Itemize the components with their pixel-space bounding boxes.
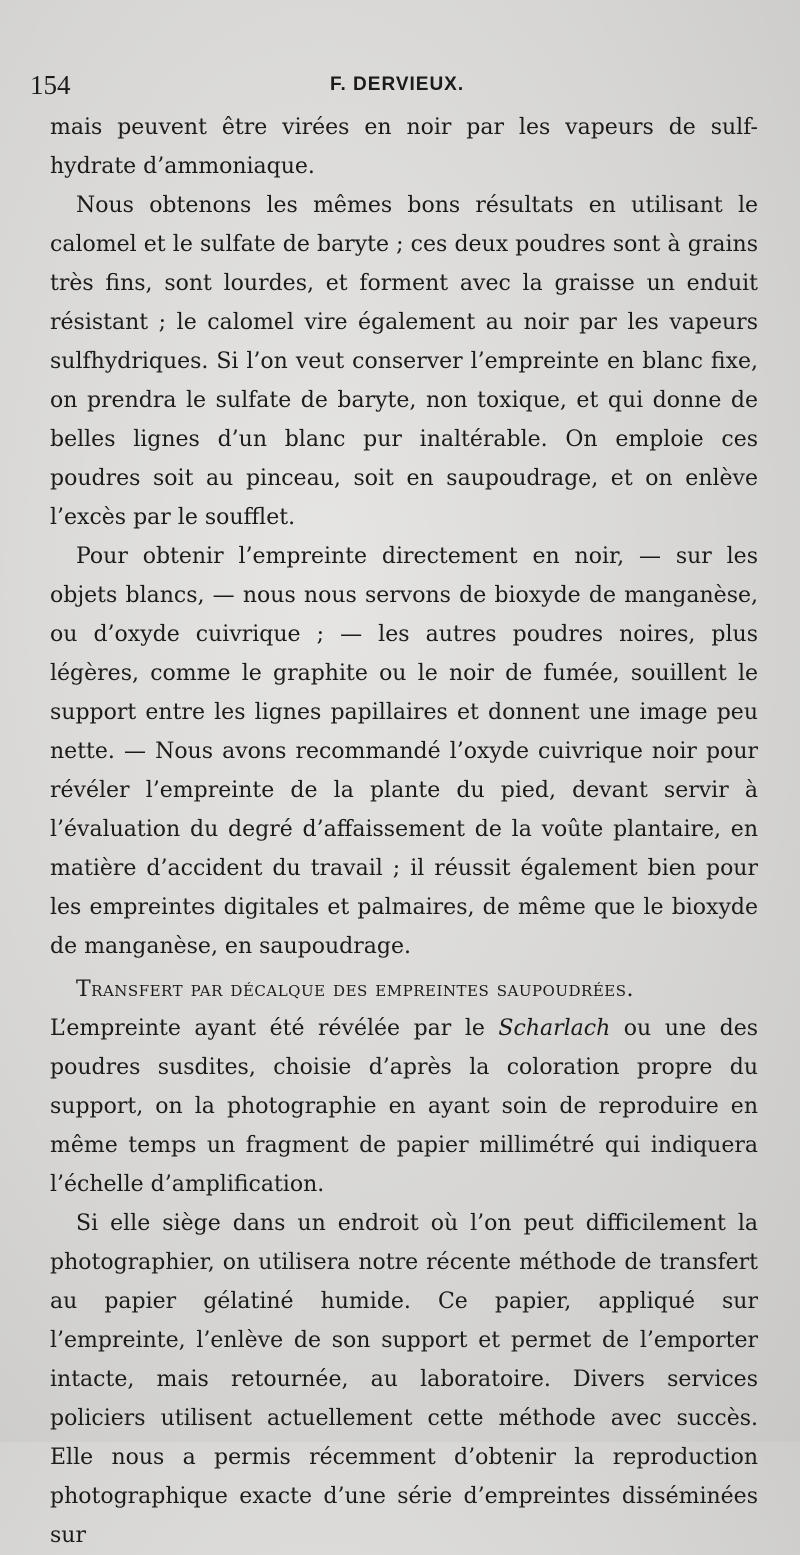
- paragraph-2: Nous obtenons les mêmes bons résultats en utilisant le calomel et le sulfate de baryte ; ces deux poudres sont à grains très fins, sont lourdes, et forment avec la graisse un enduit résistant ; le calomel vire également au noir par les vapeurs sulfhydriques. Si l’on veut conserver l’empreinte en blanc fixe, on prendra le sulfate de baryte, non toxique, et qui donne de belles lignes d’un blanc pur inaltérable. On emploie ces poudres soit au pinceau, soit en saupoudrage, et on enlève l’excès par le soufflet.: [50, 193, 758, 530]
- paragraph-4-text-b: ou une des poudres susdites, choisie d’après la coloration propre du support, on la photographie en ayant soin de reproduire en même temps un fragment de papier millimétré qui indiquera l’échelle d’amplification.: [50, 1016, 758, 1197]
- paragraph-4-italic: Scharlach: [498, 1016, 611, 1041]
- page-header: [30, 70, 770, 100]
- paragraph-3: Pour obtenir l’empreinte directement en noir, — sur les objets blancs, — nous nous servons de bioxyde de manganèse, ou d’oxyde cuivrique ; — les autres poudres noires, plus légères, comme le graphite ou le noir de fumée, souillent le support entre les lignes papillaires et donnent une image peu nette. — Nous avons recommandé l’oxyde cuivrique noir pour révéler l’empreinte de la plante du pied, devant servir à l’évaluation du degré d’affaissement de la voûte plantaire, en matière d’accident du travail ; il réussit également bien pour les empreintes digitales et palmaires, de même que le bioxyde de manganèse, en saupoudrage.: [50, 544, 758, 959]
- running-head: F. DERVIEUX.: [330, 74, 465, 95]
- paragraph-5: Si elle siège dans un endroit où l’on peut difficilement la photographier, on utilisera notre récente méthode de transfert au papier gélatiné humide. Ce papier, appliqué sur l’empreinte, l’enlève de son support et permet de l’emporter intacte, mais retournée, au laboratoire. Divers services policiers utilisent actuellement cette méthode avec succès. Elle nous a permis récemment d’obtenir la reproduction photographique exacte d’une série d’empreintes disséminées sur: [50, 1211, 758, 1548]
- page-number: 154: [30, 70, 71, 100]
- paragraph-4-text-a: L’empreinte ayant été révélée par le: [50, 1016, 499, 1041]
- paragraph-1: mais peuvent être virées en noir par les vapeurs de sulf-hydrate d’ammoniaque.: [50, 115, 758, 179]
- paragraph-4: [50, 970, 758, 1204]
- section-heading: Transfert par décalque des empreintes saupoudrées.: [76, 977, 634, 1002]
- body-text: [50, 108, 758, 1555]
